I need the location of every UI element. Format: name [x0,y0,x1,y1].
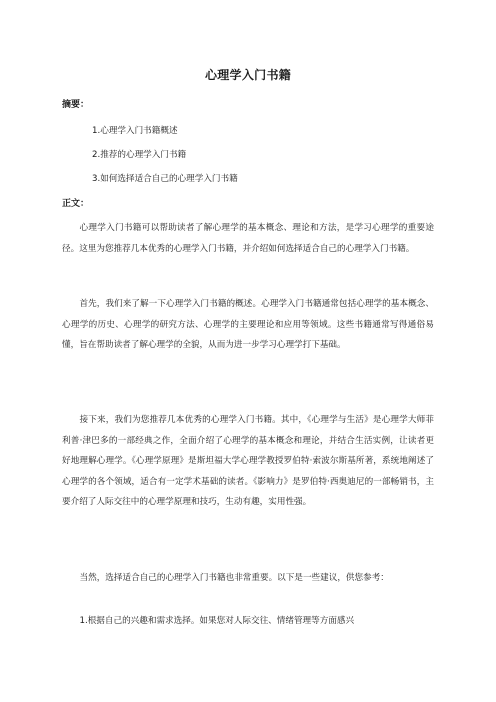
outline-item-1: 1.心理学入门书籍概述 [92,126,178,136]
paragraph-2: 首先，我们来了解一下心理学入门书籍的概述。心理学入门书籍通常包括心理学的基本概念、心理学的历史、心理学的研究方法、心理学的主要理论和应用等领域。这些书籍通常写得通俗易懂，旨在帮助读者了解心理学的全貌，从而为进一步学习心理学打下基础。 [62,299,434,350]
abstract-label: 摘要： [62,100,90,110]
paragraph-3: 接下来，我们为您推荐几本优秀的心理学入门书籍。其中，《心理学与生活》是心理学大师菲利普·津巴多的一部经典之作，全面介绍了心理学的基本概念和理论，并结合生活实例，让读者更好地理解心理学。《心理学原理》是斯坦福大学心理学教授罗伯特·索波尔斯基所著，系统地阐述了心理学的各个领域，适合有一定学术基础的读者。《影响力》是罗伯特·西奥迪尼的一部畅销书，主要介绍了人际交往中的心理学原理和技巧，生动有趣，实用性强。 [62,415,434,507]
body-label: 正文： [62,199,90,209]
paragraph-5: 1.根据自己的兴趣和需求选择。如果您对人际交往、情绪管理等方面感兴 [79,616,355,626]
paragraph-4: 当然，选择适合自己的心理学入门书籍也非常重要。以下是一些建议，供您参考： [79,573,389,583]
outline-item-3: 3.如何选择适合自己的心理学入门书籍 [92,174,238,184]
outline-item-2: 2.推荐的心理学入门书籍 [92,150,187,160]
document-title: 心理学入门书籍 [204,68,292,82]
paragraph-1: 心理学入门书籍可以帮助读者了解心理学的基本概念、理论和方法，是学习心理学的重要途径。这里为您推荐几本优秀的心理学入门书籍，并介绍如何选择适合自己的心理学入门书籍。 [62,223,434,254]
